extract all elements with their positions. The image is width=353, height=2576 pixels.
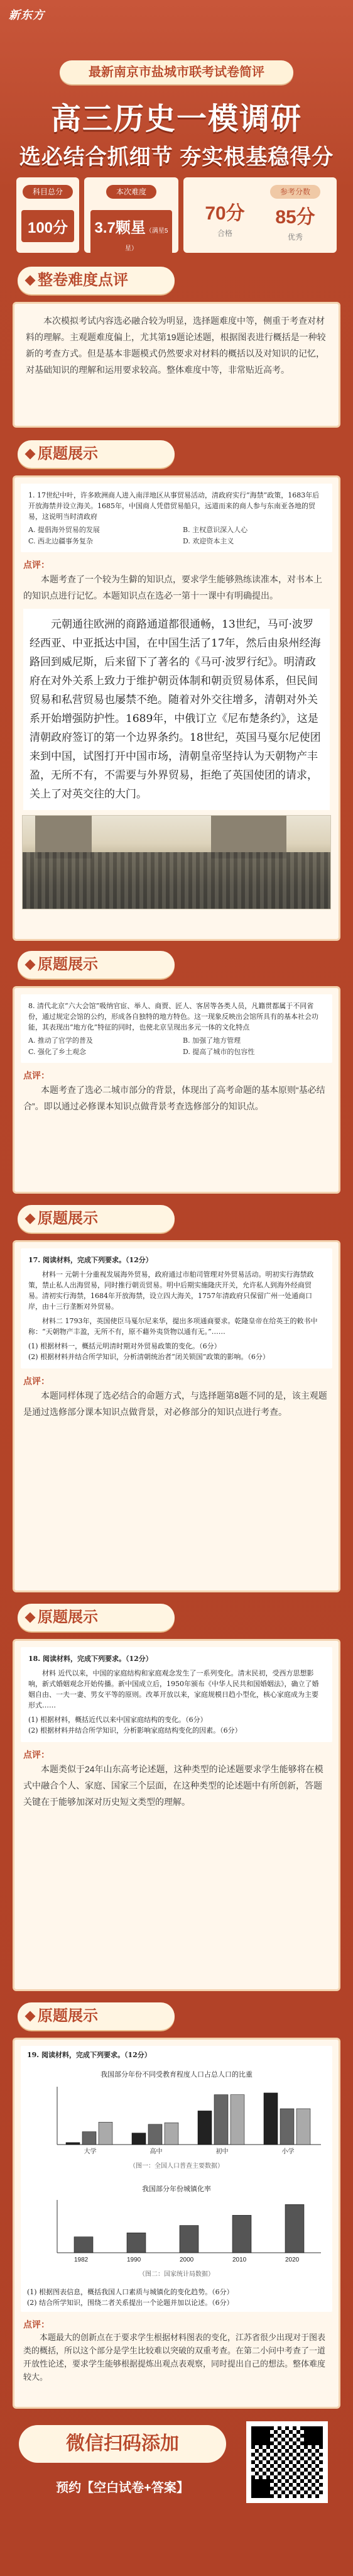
- reserve-link[interactable]: 预约【空白试卷+答案】: [56, 2481, 189, 2495]
- full-score-value: 100分: [21, 210, 74, 242]
- review-label: 点评：: [23, 1070, 50, 1080]
- exam-ribbon: 最新南京市盐城市联考试卷简评: [60, 60, 293, 84]
- bar: [232, 2215, 251, 2253]
- header: [0, 0, 353, 352]
- bar: [74, 2237, 93, 2253]
- footer: [0, 2415, 353, 2576]
- example4-question: 18. 阅读材料，完成下列要求。（12分） 材料 近代以来，中国的家庭结构和家庭观念发生了一系列变化。清末民初，受西方思想影响，新式婚姻观念开始传播。新中国成立后，1950年颁布《中华人民共和国婚姻法》，确立了婚姻自由、一夫一妻、男女平等的原则。改革开放以来，家庭规模日趋小型化，核心家庭成为主要形式…… (1) 根据材料，概括近代以来中国家庭结构的变化。（6分） (2) 根据材料并结合所学知识，分析影响家庭结构变化的因素。（6分）: [21, 1647, 332, 1742]
- historical-painting: [22, 815, 331, 909]
- bar: [280, 2109, 294, 2145]
- excellent-score: 参考分数 85分 优秀: [264, 185, 327, 242]
- example1-question: 1. 17世纪中叶，许多欧洲商人进入南洋地区从事贸易活动，清政府实行“海禁”政策，1683年后开放海禁并设立海关。1685年，中国商人凭借贸易船只，远道而来的商人参与东南亚各地的贸易，这说明当时清政府 A. 提倡海外贸易的发展 B. 主权意识深入人心 C. 西北边疆事务复杂 D. 欢迎资本主义: [21, 484, 332, 552]
- bar: [165, 2123, 178, 2145]
- overall-review-card: [13, 302, 340, 428]
- overall-review-text: 本次模拟考试内容选必融合较为明显，选择题难度中等，侧重于考查对材料的理解。主观题难度偏上，尤其第19题论述题，根据图表进行概括是一种较新的考查方式。但是基本非题模式仍然要求对材料的概括以及对知识的记忆，对基础知识的理解和运用要求较高。整体难度中等，非常贴近高考。: [26, 316, 326, 375]
- example5-question: 19. 阅读材料，完成下列要求。（12分） 我国部分年份不同受教育程度人口占总人口的比重 大学 高中 初中 小学 （图一：全国人口普查主要数据） 我国部分年份城镇化率 1982 1990 2000 2010 2020 （图二：国家统计局数据） (1) 根据图表信息，概括我国人口素质与城镇化的变化趋势。（6分） (2) 结合所学知识，围绕二者关系提出一个论题并加以论述。（6分）: [21, 2046, 332, 2312]
- bar: [82, 2132, 96, 2145]
- chart2-svg: [38, 2196, 327, 2265]
- full-score-box: [16, 177, 79, 253]
- option-b: B. 主权意识深入人心: [183, 526, 248, 534]
- section-example4-heading: 原题展示: [18, 1604, 175, 1631]
- option-b: B. 加强了地方管理: [183, 1036, 241, 1045]
- bar: [231, 2095, 244, 2145]
- pass-score: 70分 合格: [205, 203, 245, 238]
- bar: [214, 2095, 228, 2145]
- example4-review: 本题类似于24年山东高考论述题，这种类型的论述题要求学生能够将在模式中融合个人、家庭、国家三个层面，在这种类型的论述题中有所创新，答题关键在于能够加深对历史短文类型的理解。: [23, 1764, 323, 1807]
- option-a: A. 提倡海外贸易的发展: [28, 526, 100, 534]
- chart1-svg: [38, 2082, 327, 2157]
- example5-card: [13, 2038, 340, 2409]
- option-d: D. 欢迎资本主义: [183, 537, 234, 545]
- example5-review: 本题最大的创新点在于要求学生根据材料图表的变化，江苏省很少出现对于图表类的概括，所以这个部分是学生比较难以突破的双重考查。在第二小问中考查了一道开放性论述，要求学生能够根据提炼出观点表观察，同时提出自己的想法。整体难度较大。: [23, 2333, 326, 2382]
- diamond-icon: [24, 2010, 36, 2023]
- diamond-icon: [24, 958, 36, 971]
- section-example3-heading: 原题展示: [18, 1205, 175, 1233]
- bar: [285, 2204, 304, 2253]
- example2-card: [13, 986, 340, 1194]
- bar: [127, 2233, 146, 2253]
- page-title: 高三历史一模调研: [50, 103, 302, 136]
- bar: [132, 2133, 146, 2145]
- example1-card: [13, 475, 340, 941]
- diamond-icon: [24, 448, 36, 460]
- example3-question: 17. 阅读材料，完成下列要求。（12分） 材料一 元朝十分重视发展海外贸易，政府通过市舶司管理对外贸易活动。明初实行海禁政策，禁止私人出海贸易，同时推行朝贡贸易。明中后期实施隆庆开关，允许私人到海外经商贸易。清初实行海禁，1684年开放海禁，设立四大海关，1757年清政府只保留广州一处通商口岸，由十三行垄断对外贸易。 材料二 1793年，英国使臣马戛尔尼来华，提出多项通商要求。乾隆皇帝在给英王的敕书中称：“天朝物产丰盈，无所不有，原不藉外夷货物以通有无。”…… (1) 根据材料一，概括元明清时期对外贸易政策的变化。（6分） (2) 根据材料并结合所学知识，分析清朝统治者“闭关锁国”政策的影响。（6分）: [21, 1248, 332, 1368]
- review-label: 点评：: [23, 1376, 50, 1386]
- option-a: A. 推动了官学的普及: [28, 1036, 93, 1045]
- bar: [264, 2093, 278, 2145]
- example2-question: 8. 清代北京“六大会馆”吸纳官宦、举人、商贾、匠人、客居等各类人员，凡籍贯都属于不同省份，通过规定会馆的公约，形成各自独特的地方特色。这一现象反映出会馆所具有的基本社会功能，其表现出“地方化”特征的同时，也使北京呈现出多元一体的文化特点 A. 推动了官学的普及 B. 加强了地方管理 C. 强化了乡土观念 D. 提高了城市的包容性: [21, 994, 332, 1063]
- bar: [99, 2122, 112, 2145]
- bar: [198, 2111, 212, 2145]
- section-overall-heading: 整卷难度点评: [18, 267, 175, 294]
- section-example2-heading: 原题展示: [18, 951, 175, 979]
- review-label: 点评：: [23, 560, 50, 570]
- bar: [66, 2143, 80, 2145]
- x-tick-label: 1990: [127, 2257, 141, 2263]
- x-tick-label: 1982: [74, 2257, 89, 2263]
- x-tick-label: 初中: [215, 2148, 229, 2155]
- example1-review: 本题考查了一个较为生僻的知识点，要求学生能够熟练读准本，对书本上的知识点进行记忆。本题知识点在选必一第十一课中有明确提出。: [23, 574, 322, 601]
- option-c: C. 西北边疆事务复杂: [28, 537, 94, 545]
- example3-card: [13, 1240, 340, 1592]
- x-tick-label: 小学: [281, 2148, 295, 2155]
- x-tick-label: 高中: [149, 2148, 163, 2155]
- diamond-icon: [24, 1213, 36, 1225]
- textbook-excerpt: 元朝通往欧洲的商路通道都很通畅，13世纪，马可·波罗经西亚、中亚抵达中国，在中国生活了17年，然后由泉州经海路回到威尼斯，后来留下了著名的《马可·波罗行纪》。明清政府在对外关系上致力于维护朝贡体制和朝贡贸易体系，但民间贸易和私营贸易也屡禁不绝。随着对外交往增多，清朝对外关系开始增强防护性。1689年，中俄订立《尼布楚条约》，这是清朝政府签订的第一个边界条约。18世纪，英国马戛尔尼使团来到中国，试图打开中国市场，清朝皇帝坚持认为天朝物产丰盈，无所不有，不需要与外界贸易，拒绝了英国使团的请求，关上了对英交往的大门。: [23, 609, 330, 810]
- x-tick-label: 2000: [180, 2257, 194, 2263]
- chart-1: 我国部分年份不同受教育程度人口占总人口的比重 大学 高中 初中 小学 （图一：全国人口普查主要数据）: [33, 2064, 320, 2175]
- section-example5-heading: 原题展示: [18, 2002, 175, 2030]
- review-label: 点评：: [23, 1750, 50, 1760]
- difficulty-label: 本次难度: [106, 185, 156, 199]
- section-example1-heading: 原题展示: [18, 440, 175, 468]
- chart-2: 我国部分年份城镇化率 1982 1990 2000 2010 2020 （图二：国家统计局数据）: [33, 2179, 320, 2283]
- qr-code-icon: [251, 2426, 323, 2498]
- full-score-label: 科目总分: [23, 185, 73, 199]
- example3-review: 本题同样体现了选必结合的命题方式，与选择题第8题不同的是，该主观题是通过选修部分课本知识点做背景，对必修部分的知识点进行考查。: [23, 1391, 327, 1417]
- brand-logo: 新东方: [9, 9, 45, 21]
- difficulty-value: 3.7颗星（满星5星）: [90, 210, 172, 260]
- x-tick-label: 2020: [285, 2257, 300, 2263]
- option-c: C. 强化了乡土观念: [28, 1048, 87, 1056]
- x-tick-label: 大学: [84, 2148, 97, 2155]
- option-d: D. 提高了城市的包容性: [183, 1048, 255, 1056]
- bar: [148, 2124, 162, 2145]
- stats-panel: [16, 177, 337, 253]
- bar: [180, 2226, 198, 2253]
- diamond-icon: [24, 274, 36, 287]
- wechat-add-button[interactable]: 微信扫码添加: [19, 2425, 226, 2463]
- diamond-icon: [24, 1611, 36, 1624]
- reference-score-box: [183, 177, 337, 253]
- example4-card: [13, 1639, 340, 1991]
- difficulty-box: [84, 177, 178, 253]
- x-tick-label: 2010: [232, 2257, 247, 2263]
- qr-code[interactable]: [246, 2421, 328, 2503]
- example2-review: 本题考查了选必二城市部分的背景，体现出了高考命题的基本原则“基必结合”。即以通过必修课本知识点做背景考查选修部分的知识点。: [23, 1085, 325, 1111]
- page-subtitle: 选必结合抓细节 夯实根基稳得分: [19, 145, 334, 169]
- bar: [296, 2109, 310, 2145]
- review-label: 点评：: [23, 2319, 50, 2329]
